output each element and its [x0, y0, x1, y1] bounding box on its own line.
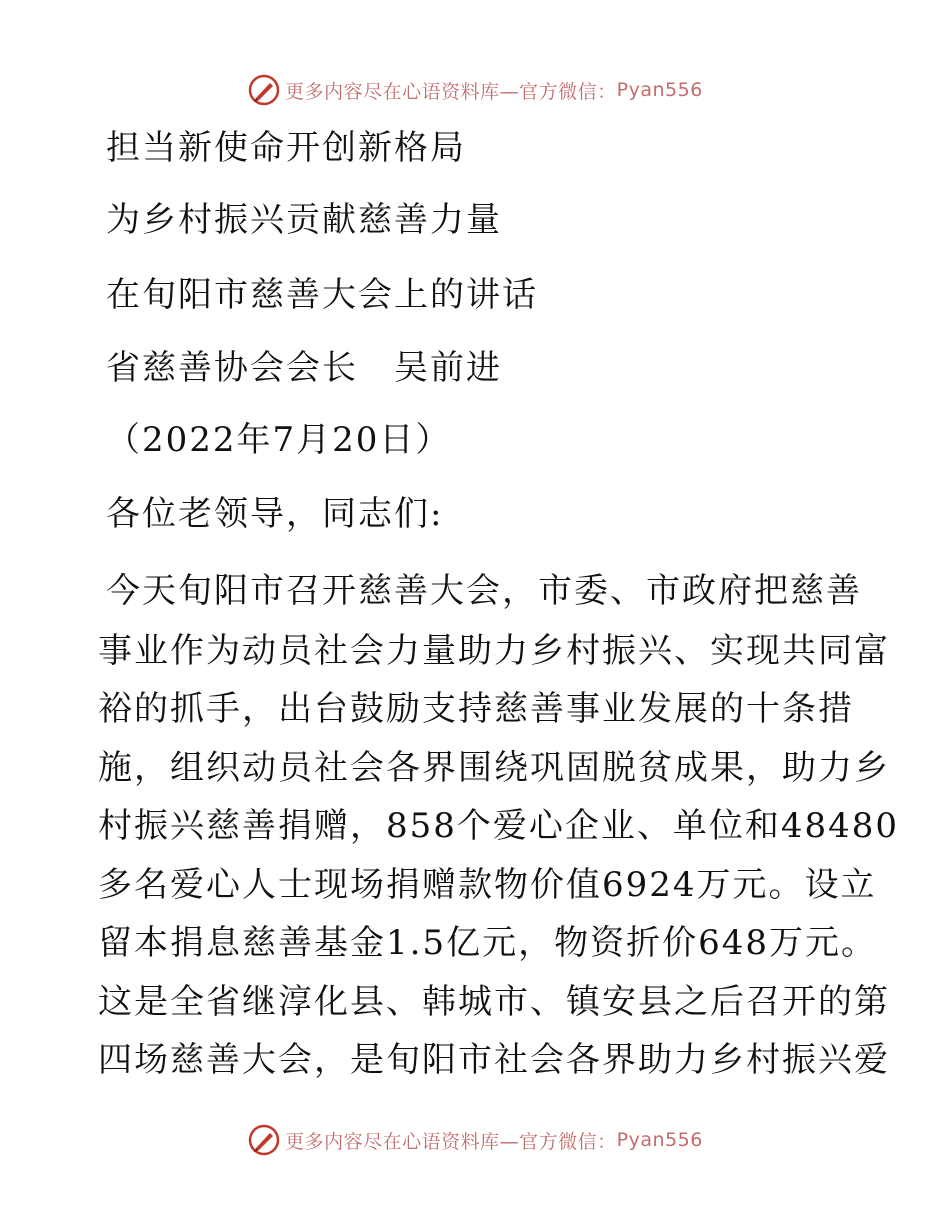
body-line: 留本捐息慈善基金1.5亿元，物资折价648万元。 — [98, 923, 877, 963]
body-line: 施，组织动员社会各界围绕巩固脱贫成果，助力乡 — [98, 748, 890, 788]
date-line: （2022年7月20日） — [106, 420, 452, 460]
salutation: 各位老领导，同志们: — [106, 494, 444, 534]
watermark-text: 更多内容尽在心语资料库—官方微信： — [285, 80, 617, 103]
speech-subtitle: 在旬阳市慈善大会上的讲话 — [106, 275, 538, 315]
pen-logo-icon — [247, 73, 281, 107]
body-line: 今天旬阳市召开慈善大会，市委、市政府把慈善 — [106, 571, 862, 611]
body-line: 这是全省继淳化县、韩城市、镇安县之后召开的第 — [98, 982, 890, 1022]
body-line: 裕的抓手，出台鼓励支持慈善事业发展的十条措 — [98, 689, 854, 729]
watermark-text: 更多内容尽在心语资料库—官方微信： — [285, 1130, 617, 1153]
speaker-line: 省慈善协会会长 吴前进 — [106, 348, 502, 388]
title-line-1: 担当新使命开创新格局 — [106, 128, 466, 168]
watermark-wechat-id: Pyan556 — [616, 1129, 703, 1151]
header-watermark — [0, 70, 950, 110]
watermark-wechat-id: Pyan556 — [616, 79, 703, 101]
pen-logo-icon — [247, 1123, 281, 1157]
body-line: 事业作为动员社会力量助力乡村振兴、实现共同富 — [98, 631, 890, 671]
title-line-2: 为乡村振兴贡献慈善力量 — [106, 200, 502, 240]
body-line: 村振兴慈善捐赠，858个爱心企业、单位和48480 — [98, 806, 900, 846]
body-line: 四场慈善大会，是旬阳市社会各界助力乡村振兴爱 — [98, 1040, 890, 1080]
body-line: 多名爱心人士现场捐赠款物价值6924万元。设立 — [98, 865, 877, 905]
footer-watermark — [0, 1120, 950, 1160]
